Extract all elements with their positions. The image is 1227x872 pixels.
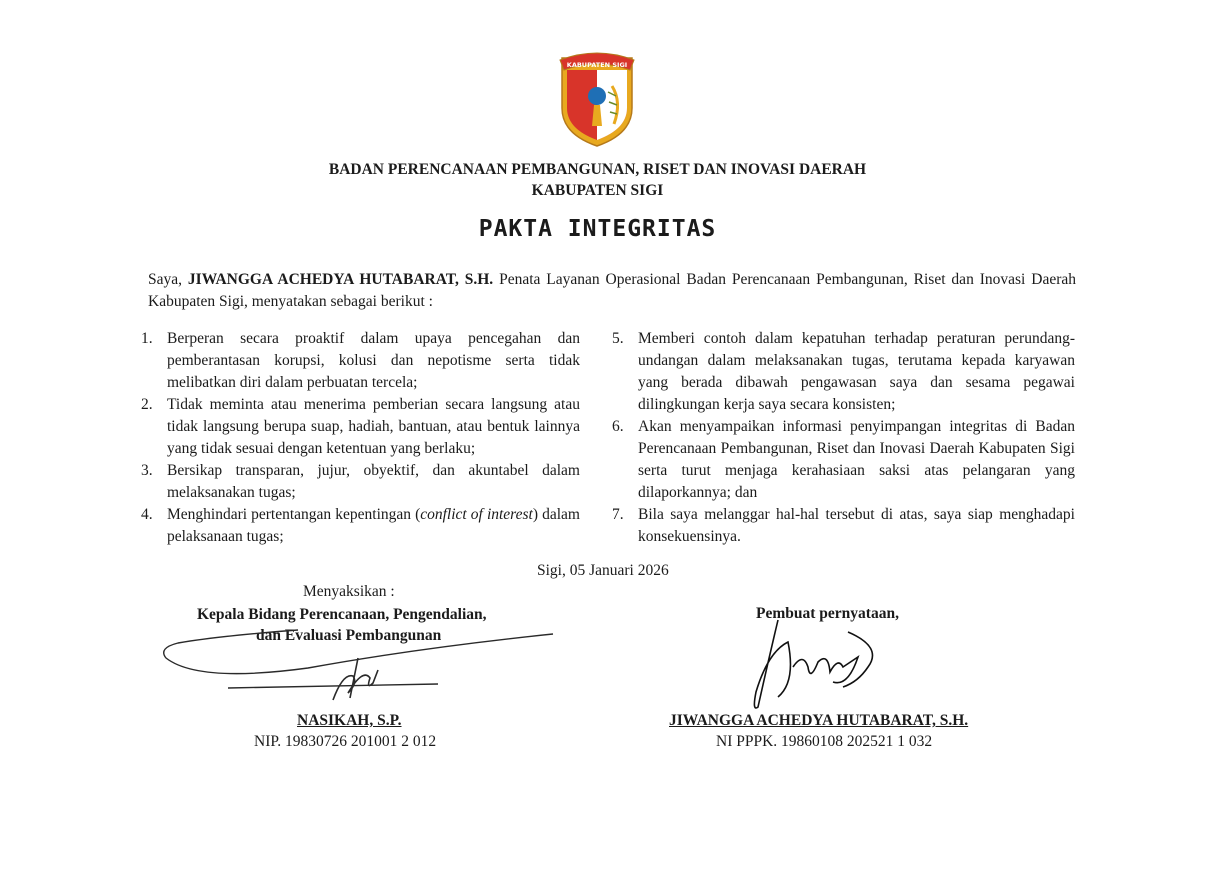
kabupaten-sigi-logo (556, 52, 638, 148)
logo-globe (588, 87, 606, 105)
intro-paragraph: Saya, JIWANGGA ACHEDYA HUTABARAT, S.H. Penata Layanan Operasional Badan Perencanaan Pembangunan, Riset dan Inovasi Daerah Kabupaten Sigi, menyatakan sebagai berikut : (148, 271, 1076, 310)
maker-id: NI PPPK. 19860108 202521 1 032 (716, 733, 933, 750)
witness-name: NASIKAH, S.P. (297, 712, 402, 729)
logo-text: KABUPATEN SIGI (566, 61, 628, 69)
maker-name: JIWANGGA ACHEDYA HUTABARAT, S.H. (669, 712, 969, 729)
place-date: Sigi, 05 Januari 2026 (537, 562, 669, 579)
list-item: 7. Bila saya melanggar hal-hal tersebut di atas, saya siap menghadapi konsekuensinya. (612, 506, 1075, 545)
list-item: 2. Tidak meminta atau menerima pemberian secara langsung atau tidak langsung berupa suap, hadiah, bantuan, atau bentuk lainnya yang tidak sesuai dengan ketentuan yang berlaku; (141, 396, 580, 457)
regency-name: KABUPATEN SIGI (531, 182, 664, 199)
witness-signature (158, 628, 558, 710)
points-left-column (141, 328, 580, 548)
document-title: PAKTA INTEGRITAS (478, 216, 717, 242)
list-item: 4. Menghindari pertentangan kepentingan (conflict of interest) dalam pelaksanaan tugas; (141, 506, 580, 545)
declarant-name: JIWANGGA ACHEDYA HUTABARAT, S.H. (187, 271, 494, 288)
witness-label: Menyaksikan : (303, 583, 395, 600)
witness-id: NIP. 19830726 201001 2 012 (254, 733, 437, 750)
maker-label: Pembuat pernyataan, (756, 605, 899, 622)
list-item: 6. Akan menyampaikan informasi penyimpangan integritas di Badan Perencanaan Pembangunan, Riset dan Inovasi Daerah Kabupaten Sigi serta turut menjaga kerahasiaan saksi atas pelangaran yang dilaporkannya; dan (612, 418, 1075, 501)
maker-signature (748, 612, 888, 714)
witness-role-line1: Kepala Bidang Perencanaan, Pengendalian, (197, 606, 487, 623)
list-item: 5. Memberi contoh dalam kepatuhan terhadap peraturan perundang-undangan dalam melaksanakan tugas, terutama kepada karyawan yang berada dibawah pengawasan saya dan sesama pegawai dilingkungan kerja saya secara konsisten; (612, 330, 1075, 413)
points-right-column (612, 328, 1075, 548)
list-item: 1. Berperan secara proaktif dalam upaya pencegahan dan pemberantasan korupsi, kolusi dan nepotisme serta tidak melibatkan diri dalam perbuatan tercela; (141, 330, 580, 391)
list-item: 3. Bersikap transparan, jujur, obyektif, dan akuntabel dalam melaksanakan tugas; (141, 462, 580, 501)
witness-role-line2: dan Evaluasi Pembangunan (256, 627, 442, 644)
agency-name: BADAN PERENCANAAN PEMBANGUNAN, RISET DAN INOVASI DAERAH (328, 161, 867, 178)
